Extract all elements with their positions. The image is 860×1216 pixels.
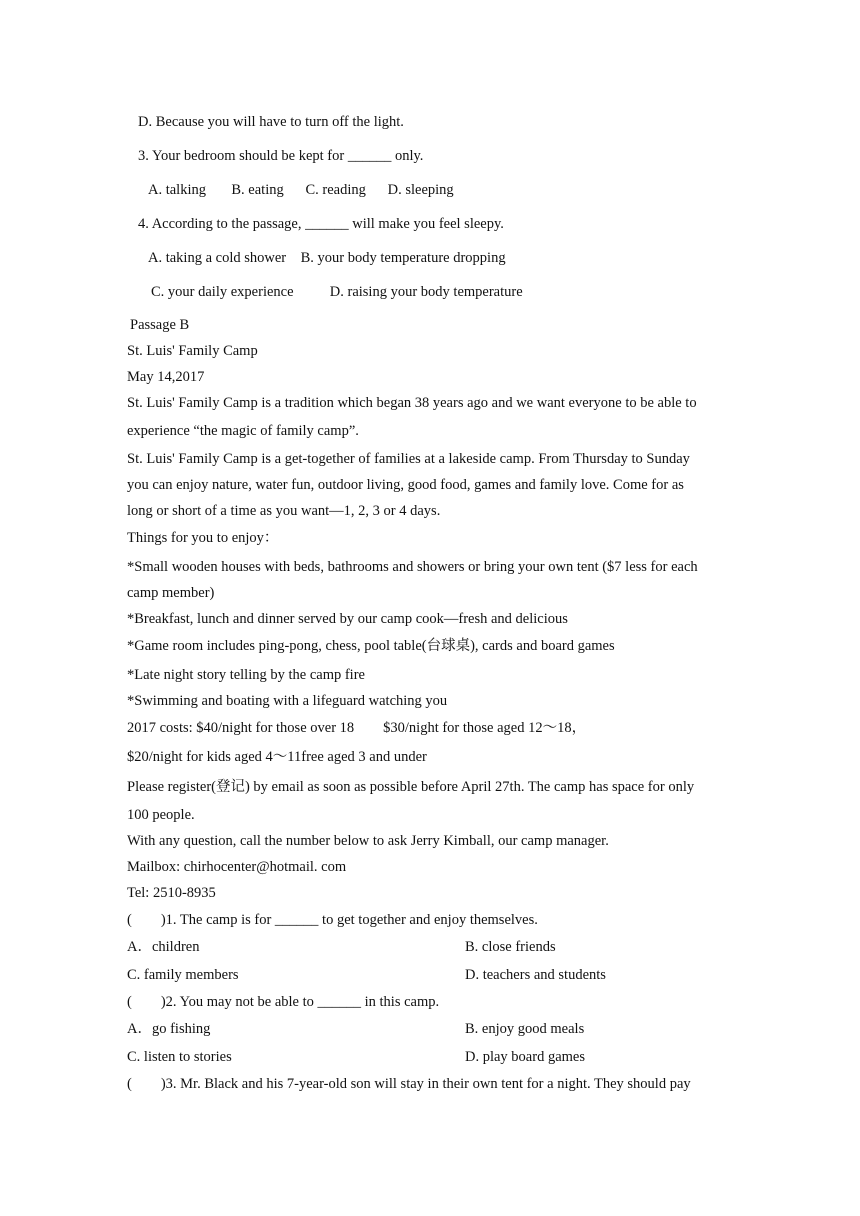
question-option: C. family members [127,967,239,983]
contact-mailbox: Mailbox: chirhocenter@hotmail. com [127,859,347,875]
contact-tel: Tel: 2510-8935 [127,885,216,901]
question-option: A．go fishing [127,1021,211,1037]
paragraph-line: you can enjoy nature, water fun, outdoor living, good food, games and family love. Come for as [127,477,684,493]
list-item: *Small wooden houses with beds, bathrooms and showers or bring your own tent ($7 less for each [127,559,698,575]
question-options: A. talking B. eating C. reading D. sleeping [148,182,454,198]
list-item: *Swimming and boating with a lifeguard watching you [127,693,448,709]
costs-line: $20/night for kids aged 4～11free aged 3 and under [127,749,427,765]
paragraph-line: St. Luis' Family Camp is a get-together of families at a lakeside camp. From Thursday to Sunday [127,451,690,467]
paragraph-line: 100 people. [127,807,195,823]
paragraph-line: experience “the magic of family camp”. [127,423,359,439]
question-option: A．children [127,939,200,955]
question-stem: 4. According to the passage, ______ will make you feel sleepy. [138,216,504,232]
question-stem: 3. Your bedroom should be kept for ______ only. [138,148,424,164]
passage-title: St. Luis' Family Camp [127,343,258,359]
passage-date: May 14,2017 [127,369,205,385]
question-option: C. listen to stories [127,1049,232,1065]
paragraph-line: long or short of a time as you want—1, 2, 3 or 4 days. [127,503,441,519]
question-options: C. your daily experience D. raising your body temperature [151,284,523,300]
costs-line: 2017 costs: $40/night for those over 18 $30/night for those aged 12～18， [127,720,587,736]
question-option: B. enjoy good meals [465,1021,585,1037]
question-stem: ( )3. Mr. Black and his 7-year-old son will stay in their own tent for a night. They should pay [127,1076,691,1092]
list-item: *Breakfast, lunch and dinner served by our camp cook—fresh and delicious [127,611,568,627]
question-stem: ( )1. The camp is for ______ to get together and enjoy themselves. [127,912,538,928]
paragraph-line: St. Luis' Family Camp is a tradition which began 38 years ago and we want everyone to be able to [127,395,697,411]
paragraph-line: With any question, call the number below to ask Jerry Kimball, our camp manager. [127,833,609,849]
question-option: B. close friends [465,939,556,955]
list-item: *Game room includes ping-pong, chess, pool table(台球桌), cards and board games [127,638,615,654]
question-stem: ( )2. You may not be able to ______ in this camp. [127,994,440,1010]
question-option: D. teachers and students [465,967,606,983]
passage-heading: Passage B [130,317,190,333]
question-option: D. play board games [465,1049,585,1065]
section-heading: Things for you to enjoy： [127,530,279,546]
list-item: *Late night story telling by the camp fire [127,667,365,683]
question-option: D. Because you will have to turn off the light. [138,114,404,130]
question-options: A. taking a cold shower B. your body temperature dropping [148,250,506,266]
list-item: camp member) [127,585,215,601]
paragraph-line: Please register(登记) by email as soon as possible before April 27th. The camp has space for only [127,779,695,795]
